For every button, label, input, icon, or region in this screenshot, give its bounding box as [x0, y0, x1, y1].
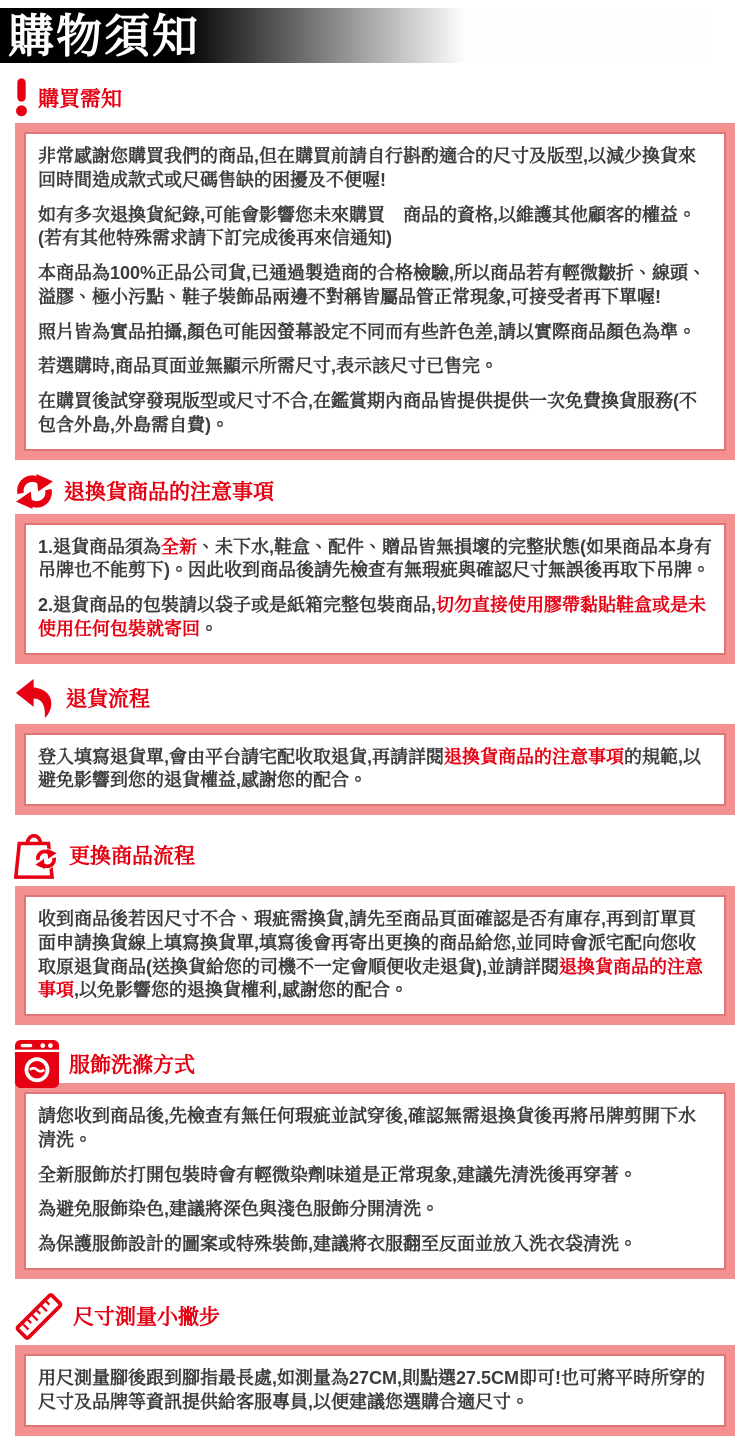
notice-paragraph: [38, 594, 712, 642]
section-header: [14, 474, 750, 509]
section-header: [14, 1293, 750, 1340]
notice-box: [15, 724, 735, 816]
section-header: [14, 829, 750, 881]
text-segment: 登入填寫退貨單,會由平台請宅配收取退貨,再請詳閱: [38, 746, 444, 767]
notice-paragraph: [38, 746, 712, 794]
highlighted-text: 退換貨商品的注意事項: [38, 956, 703, 1001]
text-segment: 用尺測量腳後跟到腳指最長處,如測量為27CM,則點選27.5CM即可!也可將平時所穿的尺寸及品牌等資訊提供給客服專員,以便建議您選購合適尺寸。: [38, 1367, 706, 1412]
text-segment: 為保護服飾設計的圖案或特殊裝飾,建議將衣服翻至反面並放入洗衣袋清洗。: [38, 1234, 637, 1254]
text-segment: 全新服飾於打開包裝時會有輕微染劑味道是正常現象,建議先清洗後再穿著。: [38, 1164, 637, 1185]
highlighted-text: 退換貨商品的注意事項: [444, 746, 624, 767]
text-segment: 若選購時,商品頁面並無顯示所需尺寸,表示該尺寸已售完。: [38, 356, 498, 377]
recycle-icon: [14, 474, 55, 509]
notice-paragraph: [38, 262, 712, 310]
section-exchange-process: [0, 829, 750, 1025]
notice-paragraph: [38, 536, 712, 584]
highlighted-text: 切勿直接使用膠帶黏貼鞋盒或是未使用任何包裝就寄回: [38, 595, 707, 639]
section-purchase-notice: [0, 77, 750, 460]
text-segment: 的規範,以避免影響到您的退貨權益,感謝您的配合。: [38, 746, 702, 791]
notice-box-content: [24, 1354, 726, 1428]
text-segment: 如有多次退換貨紀錄,可能會影響您未來購買 商品的資格,以維護其他顧客的權益。(若有其他特殊需求請下訂完成後再來信通知): [38, 204, 696, 249]
notice-box: [15, 1083, 735, 1279]
text-segment: 請您收到商品後,先檢查有無任何瑕疵並試穿後,確認無需退換貨後再將吊牌剪開下水清洗。: [38, 1106, 696, 1150]
text-segment: 在購買後試穿發現版型或尺寸不合,在鑑賞期內商品皆提供提供一次免費換貨服務(不包含外島,外島需自費)。: [38, 391, 697, 435]
notice-paragraph: [38, 1164, 712, 1188]
section-size-measuring-tips: [0, 1293, 750, 1436]
text-segment: 收到商品後若因尺寸不合、瑕疵需換貨,請先至商品頁面確認是否有庫存,再到訂單頁面申請換貨線上填寫換貨單,填寫後會再寄出更換的商品給您,並同時會派宅配向您收取原退貨商品(送換貨給您的司機不一定會順便收走退貨),並請詳閱: [38, 909, 696, 977]
text-segment: ,以免影響您的退換貨權利,感謝您的配合。: [74, 980, 409, 1001]
notice-paragraph: [38, 1367, 712, 1415]
section-heading: 更換商品流程: [69, 845, 195, 868]
text-segment: 本商品為100%正品公司貨,已通過製造商的合格檢驗,所以商品若有輕微皺折、線頭、溢膠、極小污點、鞋子裝飾品兩邊不對稱皆屬品管正常現象,可接受者再下單喔!: [38, 263, 707, 307]
section-heading: 購買需知: [38, 87, 122, 111]
text-segment: 2.退貨商品的包裝請以袋子或是紙箱完整包裝商品,: [38, 595, 437, 615]
notice-sections: [0, 77, 750, 1436]
section-heading: 退換貨商品的注意事項: [64, 481, 274, 504]
page-title-banner: [0, 8, 750, 63]
notice-paragraph: [38, 1198, 712, 1222]
section-return-exchange-notes: [0, 474, 750, 664]
section-header: [14, 77, 750, 118]
text-segment: 照片皆為實品拍攝,顏色可能因螢幕設定不同而有些許色差,請以實際商品顏色為準。: [38, 321, 696, 342]
section-header: [14, 1039, 750, 1089]
highlighted-text: 全新: [161, 536, 198, 557]
notice-box-content: [24, 733, 726, 807]
notice-box: [15, 123, 735, 460]
section-return-process: [0, 678, 750, 816]
section-heading: 退貨流程: [66, 688, 150, 711]
section-heading: 尺寸測量小撇步: [73, 1306, 220, 1330]
notice-box-content: [24, 895, 726, 1016]
notice-paragraph: [38, 1233, 712, 1257]
page-title: 購物須知: [8, 9, 200, 62]
notice-paragraph: [38, 145, 712, 193]
section-heading: 服飾洗滌方式: [69, 1054, 195, 1077]
text-segment: 1.退貨商品須為: [38, 536, 162, 557]
washing-machine-icon: [14, 1039, 60, 1089]
notice-box-content: [24, 1092, 726, 1270]
return-arrow-icon: [14, 678, 57, 719]
notice-paragraph: [38, 1105, 712, 1153]
section-header: [14, 678, 750, 719]
notice-paragraph: [38, 355, 712, 379]
section-washing-instructions: [0, 1039, 750, 1279]
exclamation-icon: [14, 77, 29, 118]
notice-box: [15, 1345, 735, 1436]
notice-box-content: [24, 132, 726, 451]
ruler-icon: [14, 1293, 64, 1340]
text-segment: 非常感謝您購買我們的商品,但在購買前請自行斟酌適合的尺寸及版型,以減少換貨來回時間造成款式或尺碼售缺的困擾及不便喔!: [38, 146, 696, 190]
notice-box: [15, 514, 735, 664]
notice-paragraph: [38, 390, 712, 438]
notice-box-content: [24, 523, 726, 655]
notice-box: [15, 886, 735, 1025]
text-segment: 、未下水,鞋盒、配件、贈品皆無損壞的完整狀態(如果商品本身有吊牌也不能剪下)。因此收到商品後請先檢查有無瑕疵與確認尺寸無誤後再取下吊牌。: [38, 536, 713, 581]
notice-paragraph: [38, 204, 712, 252]
text-segment: 。: [200, 618, 218, 639]
notice-paragraph: [38, 908, 712, 1003]
exchange-bag-icon: [14, 829, 60, 881]
text-segment: 為避免服飾染色,建議將深色與淺色服飾分開清洗。: [38, 1199, 439, 1220]
notice-paragraph: [38, 321, 712, 345]
